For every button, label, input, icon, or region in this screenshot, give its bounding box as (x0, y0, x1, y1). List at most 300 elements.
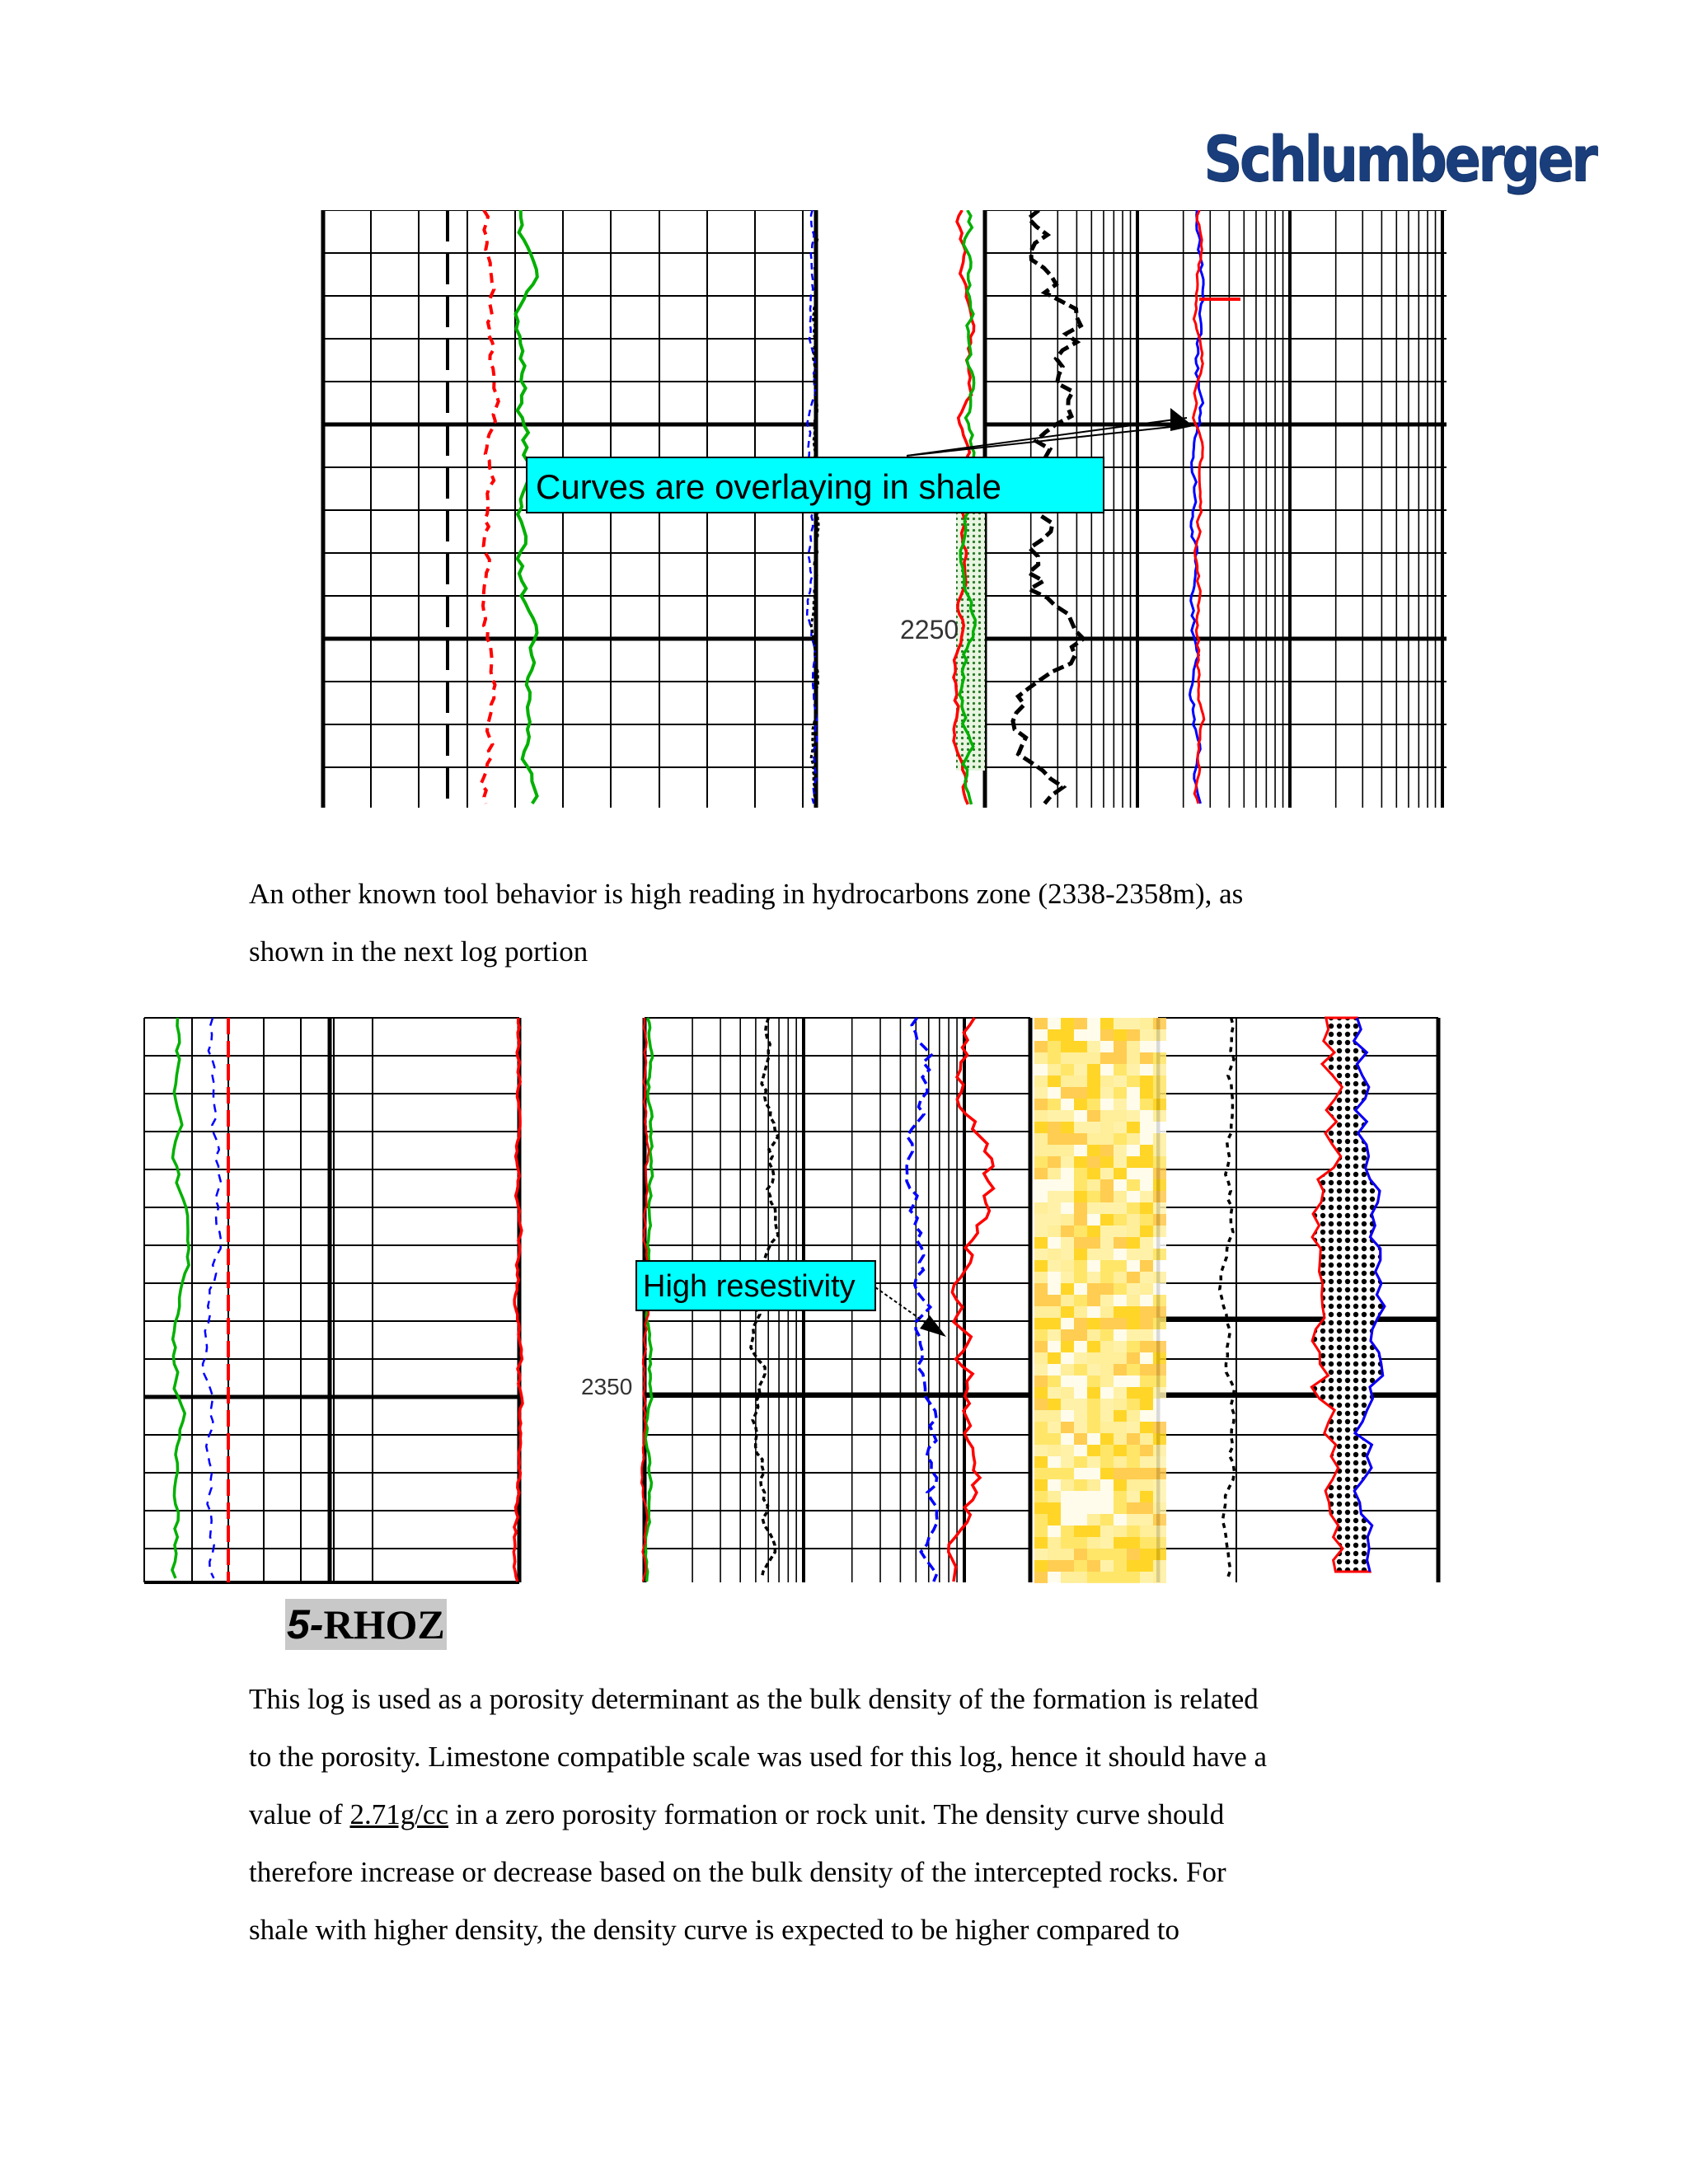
image-pixel (1074, 1376, 1087, 1387)
image-pixel (1034, 1502, 1048, 1514)
image-pixel (1127, 1387, 1140, 1399)
image-pixel (1087, 1179, 1100, 1191)
image-pixel (1127, 1191, 1140, 1202)
image-pixel (1127, 1352, 1140, 1364)
paragraph2-line1: This log is used as a porosity determinant as the bulk density of the formation is related (249, 1683, 1259, 1715)
image-pixel (1074, 1456, 1087, 1468)
image-pixel (1087, 1156, 1100, 1168)
image-pixel (1034, 1133, 1048, 1145)
image-pixel (1114, 1433, 1127, 1445)
image-pixel (1100, 1076, 1114, 1087)
image-pixel (1034, 1560, 1048, 1572)
image-pixel (1034, 1179, 1048, 1191)
image-pixel (1061, 1018, 1074, 1029)
image-pixel (1034, 1168, 1048, 1179)
image-pixel (1127, 1122, 1140, 1133)
image-pixel (1034, 1514, 1048, 1526)
image-pixel (1048, 1295, 1061, 1306)
image-pixel (1087, 1087, 1100, 1099)
image-pixel (1074, 1537, 1087, 1549)
image-pixel (1140, 1260, 1153, 1272)
image-pixel (1114, 1445, 1127, 1456)
image-pixel (1048, 1572, 1061, 1583)
image-pixel (1140, 1099, 1153, 1110)
image-pixel (1061, 1110, 1074, 1122)
image-pixel (1100, 1537, 1114, 1549)
image-pixel (1153, 1306, 1166, 1318)
image-pixel (1127, 1306, 1140, 1318)
image-pixel (1048, 1260, 1061, 1272)
image-pixel (1074, 1087, 1087, 1099)
image-pixel (1061, 1099, 1074, 1110)
image-pixel (1074, 1491, 1087, 1502)
image-pixel (1087, 1410, 1100, 1422)
image-pixel (1100, 1191, 1114, 1202)
image-pixel (1114, 1364, 1127, 1376)
image-pixel (1048, 1376, 1061, 1387)
image-pixel (1127, 1249, 1140, 1260)
image-pixel (1100, 1479, 1114, 1491)
image-pixel (1100, 1456, 1114, 1468)
image-pixel (1140, 1041, 1153, 1052)
image-pixel (1087, 1468, 1100, 1479)
image-pixel (1127, 1145, 1140, 1156)
image-pixel (1074, 1526, 1087, 1537)
image-pixel (1100, 1168, 1114, 1179)
image-pixel (1127, 1237, 1140, 1249)
image-pixel (1100, 1526, 1114, 1537)
image-pixel (1100, 1445, 1114, 1456)
image-pixel (1127, 1029, 1140, 1041)
image-pixel (1034, 1433, 1048, 1445)
image-pixel (1087, 1018, 1100, 1029)
image-pixel (1114, 1076, 1127, 1087)
image-pixel (1100, 1433, 1114, 1445)
image-pixel (1100, 1122, 1114, 1133)
image-pixel (1074, 1249, 1087, 1260)
image-pixel (1087, 1145, 1100, 1156)
image-pixel (1034, 1052, 1048, 1064)
image-pixel (1127, 1272, 1140, 1283)
image-pixel (1034, 1260, 1048, 1272)
image-pixel (1100, 1514, 1114, 1526)
image-pixel (1074, 1399, 1087, 1410)
image-pixel (1034, 1156, 1048, 1168)
image-pixel (1061, 1502, 1074, 1514)
image-pixel (1074, 1306, 1087, 1318)
image-pixel (1153, 1099, 1166, 1110)
image-pixel (1100, 1491, 1114, 1502)
image-pixel (1140, 1387, 1153, 1399)
image-pixel (1061, 1422, 1074, 1433)
image-pixel (1074, 1329, 1087, 1341)
image-pixel (1153, 1376, 1166, 1387)
image-pixel (1153, 1526, 1166, 1537)
image-pixel (1048, 1283, 1061, 1295)
image-pixel (1153, 1352, 1166, 1364)
image-pixel (1048, 1145, 1061, 1156)
image-pixel (1153, 1283, 1166, 1295)
image-pixel (1127, 1399, 1140, 1410)
image-pixel (1127, 1226, 1140, 1237)
image-pixel (1153, 1364, 1166, 1376)
image-pixel (1034, 1526, 1048, 1537)
image-pixel (1127, 1087, 1140, 1099)
image-pixel (1061, 1133, 1074, 1145)
image-pixel (1114, 1456, 1127, 1468)
image-pixel (1100, 1572, 1114, 1583)
image-pixel (1074, 1352, 1087, 1364)
image-pixel (1114, 1099, 1127, 1110)
image-pixel (1153, 1041, 1166, 1052)
image-pixel (1034, 1399, 1048, 1410)
image-pixel (1153, 1341, 1166, 1352)
image-pixel (1048, 1445, 1061, 1456)
image-pixel (1087, 1041, 1100, 1052)
image-pixel (1127, 1076, 1140, 1087)
image-pixel (1153, 1168, 1166, 1179)
image-pixel (1114, 1352, 1127, 1364)
image-pixel (1087, 1076, 1100, 1087)
image-pixel (1087, 1272, 1100, 1283)
image-pixel (1140, 1376, 1153, 1387)
image-pixel (1048, 1329, 1061, 1341)
image-pixel (1140, 1526, 1153, 1537)
image-pixel (1061, 1456, 1074, 1468)
image-pixel (1061, 1341, 1074, 1352)
image-pixel (1087, 1283, 1100, 1295)
image-pixel (1140, 1237, 1153, 1249)
image-pixel (1061, 1191, 1074, 1202)
image-pixel (1048, 1168, 1061, 1179)
image-pixel (1153, 1260, 1166, 1272)
image-pixel (1114, 1214, 1127, 1226)
image-pixel (1034, 1456, 1048, 1468)
resistivity-callout (636, 1261, 946, 1337)
image-pixel (1153, 1410, 1166, 1422)
image-pixel (1087, 1399, 1100, 1410)
image-pixel (1140, 1122, 1153, 1133)
image-pixel (1074, 1410, 1087, 1422)
image-pixel (1061, 1179, 1074, 1191)
image-pixel (1114, 1064, 1127, 1076)
paragraph2-line3-post: in a zero porosity formation or rock unit. The density curve should (448, 1798, 1225, 1830)
image-pixel (1127, 1329, 1140, 1341)
image-pixel (1074, 1076, 1087, 1087)
image-pixel (1114, 1237, 1127, 1249)
image-pixel (1127, 1283, 1140, 1295)
image-pixel (1114, 1249, 1127, 1260)
image-pixel (1153, 1560, 1166, 1572)
image-pixel (1087, 1318, 1100, 1329)
image-pixel (1153, 1076, 1166, 1087)
image-pixel (1034, 1249, 1048, 1260)
image-pixel (1087, 1295, 1100, 1306)
image-pixel (1114, 1179, 1127, 1191)
image-pixel (1074, 1295, 1087, 1306)
image-pixel (1153, 1479, 1166, 1491)
image-pixel (1087, 1168, 1100, 1179)
image-pixel (1074, 1387, 1087, 1399)
image-pixel (1127, 1376, 1140, 1387)
image-pixel (1087, 1133, 1100, 1145)
image-pixel (1061, 1052, 1074, 1064)
image-pixel (1100, 1064, 1114, 1076)
image-pixel (1114, 1537, 1127, 1549)
image-pixel (1153, 1029, 1166, 1041)
image-pixel (1074, 1433, 1087, 1445)
image-pixel (1048, 1064, 1061, 1076)
image-pixel (1034, 1029, 1048, 1041)
image-pixel (1114, 1341, 1127, 1352)
image-pixel (1114, 1191, 1127, 1202)
image-pixel (1100, 1029, 1114, 1041)
image-pixel (1048, 1479, 1061, 1491)
image-pixel (1034, 1410, 1048, 1422)
image-pixel (1114, 1087, 1127, 1099)
image-pixel (1153, 1087, 1166, 1099)
image-pixel (1074, 1260, 1087, 1272)
image-pixel (1048, 1352, 1061, 1364)
image-pixel (1048, 1514, 1061, 1526)
image-pixel (1153, 1468, 1166, 1479)
image-pixel (1114, 1018, 1127, 1029)
image-pixel (1061, 1491, 1074, 1502)
image-pixel (1114, 1387, 1127, 1399)
image-pixel (1114, 1422, 1127, 1433)
log-figure-2 (140, 1014, 1442, 1591)
image-pixel (1048, 1549, 1061, 1560)
image-pixel (1074, 1018, 1087, 1029)
gamma-ray-curve-2 (172, 1018, 189, 1578)
image-pixel (1061, 1029, 1074, 1041)
curves-callout-text: Curves are overlaying in shale (536, 467, 1001, 506)
image-pixel (1100, 1352, 1114, 1364)
image-pixel (1048, 1099, 1061, 1110)
image-pixel (1153, 1191, 1166, 1202)
image-pixel (1061, 1249, 1074, 1260)
caliper-curve-2 (1220, 1018, 1235, 1578)
image-pixel (1127, 1052, 1140, 1064)
image-pixel (1127, 1526, 1140, 1537)
image-pixel (1100, 1145, 1114, 1156)
image-pixel (1100, 1318, 1114, 1329)
image-pixel (1048, 1410, 1061, 1422)
image-pixel (1061, 1526, 1074, 1537)
image-pixel (1140, 1214, 1153, 1226)
image-pixel (1127, 1110, 1140, 1122)
image-pixel (1061, 1399, 1074, 1410)
image-pixel (1034, 1295, 1048, 1306)
paragraph1-line2: shown in the next log portion (249, 935, 588, 968)
image-pixel (1061, 1156, 1074, 1168)
image-pixel (1087, 1202, 1100, 1214)
image-pixel (1100, 1133, 1114, 1145)
image-pixel (1127, 1422, 1140, 1433)
image-pixel (1127, 1433, 1140, 1445)
image-pixel (1100, 1156, 1114, 1168)
image-pixel (1048, 1502, 1061, 1514)
log-figure-1 (313, 210, 1451, 808)
image-pixel (1140, 1352, 1153, 1364)
image-pixel (1061, 1145, 1074, 1156)
image-pixel (1074, 1560, 1087, 1572)
image-pixel (1074, 1272, 1087, 1283)
image-pixel (1048, 1156, 1061, 1168)
image-pixel (1153, 1145, 1166, 1156)
image-pixel (1074, 1479, 1087, 1491)
image-pixel (1074, 1099, 1087, 1110)
image-pixel (1153, 1295, 1166, 1306)
image-pixel (1140, 1341, 1153, 1352)
image-pixel (1087, 1029, 1100, 1041)
image-pixel (1074, 1237, 1087, 1249)
image-pixel (1087, 1491, 1100, 1502)
image-pixel (1140, 1456, 1153, 1468)
image-pixel (1153, 1179, 1166, 1191)
image-pixel (1127, 1295, 1140, 1306)
image-pixel (1061, 1283, 1074, 1295)
image-pixel (1140, 1064, 1153, 1076)
image-pixel (1061, 1549, 1074, 1560)
image-pixel (1087, 1064, 1100, 1076)
density-neutron-crossover (1311, 1018, 1385, 1572)
image-pixel (1061, 1376, 1074, 1387)
image-pixel (1074, 1502, 1087, 1514)
image-pixel (1061, 1387, 1074, 1399)
image-pixel (1153, 1202, 1166, 1214)
image-pixel (1114, 1318, 1127, 1329)
image-pixel (1048, 1526, 1061, 1537)
image-pixel (1048, 1560, 1061, 1572)
image-pixel (1048, 1341, 1061, 1352)
image-pixel (1048, 1179, 1061, 1191)
image-pixel (1034, 1202, 1048, 1214)
image-pixel (1114, 1260, 1127, 1272)
image-pixel (1048, 1456, 1061, 1468)
image-pixel (1127, 1018, 1140, 1029)
image-pixel (1100, 1560, 1114, 1572)
image-pixel (1048, 1018, 1061, 1029)
image-pixel (1100, 1399, 1114, 1410)
image-pixel (1074, 1283, 1087, 1295)
image-pixel (1140, 1249, 1153, 1260)
image-pixel (1114, 1479, 1127, 1491)
image-pixel (1114, 1549, 1127, 1560)
image-pixel (1061, 1087, 1074, 1099)
image-pixel (1127, 1572, 1140, 1583)
image-pixel (1153, 1064, 1166, 1076)
image-pixel (1087, 1479, 1100, 1491)
image-pixel (1034, 1237, 1048, 1249)
image-pixel (1140, 1399, 1153, 1410)
image-pixel (1153, 1226, 1166, 1237)
image-pixel (1127, 1179, 1140, 1191)
image-pixel (1140, 1560, 1153, 1572)
image-pixel (1087, 1526, 1100, 1537)
arrow-head-icon-2 (920, 1315, 946, 1337)
image-pixel (1153, 1399, 1166, 1410)
image-pixel (1153, 1156, 1166, 1168)
image-pixel (1100, 1179, 1114, 1191)
image-pixel (1048, 1433, 1061, 1445)
image-pixel (1153, 1422, 1166, 1433)
image-pixel (1100, 1110, 1114, 1122)
image-pixel (1140, 1422, 1153, 1433)
image-pixel (1153, 1133, 1166, 1145)
image-pixel (1140, 1537, 1153, 1549)
image-pixel (1153, 1433, 1166, 1445)
image-pixel (1140, 1502, 1153, 1514)
image-pixel (1087, 1352, 1100, 1364)
image-pixel (1034, 1099, 1048, 1110)
image-pixel (1048, 1226, 1061, 1237)
image-pixel (1087, 1387, 1100, 1399)
image-pixel (1127, 1491, 1140, 1502)
image-pixel (1061, 1410, 1074, 1422)
image-pixel (1074, 1202, 1087, 1214)
image-pixel (1153, 1514, 1166, 1526)
image-pixel (1048, 1318, 1061, 1329)
image-pixel (1114, 1145, 1127, 1156)
image-pixel (1087, 1226, 1100, 1237)
image-pixel (1140, 1156, 1153, 1168)
resistivity-callout-text: High resestivity (643, 1269, 856, 1304)
image-pixel (1087, 1537, 1100, 1549)
image-pixel (1114, 1202, 1127, 1214)
image-pixel (1140, 1052, 1153, 1064)
image-pixel (1061, 1041, 1074, 1052)
image-pixel (1100, 1306, 1114, 1318)
image-pixel (1100, 1018, 1114, 1029)
image-pixel (1140, 1445, 1153, 1456)
image-pixel (1061, 1295, 1074, 1306)
image-pixel (1153, 1491, 1166, 1502)
image-pixel (1153, 1018, 1166, 1029)
image-pixel (1087, 1099, 1100, 1110)
image-pixel (1074, 1191, 1087, 1202)
image-pixel (1048, 1306, 1061, 1318)
image-pixel (1140, 1179, 1153, 1191)
image-pixel (1034, 1422, 1048, 1433)
image-pixel (1074, 1514, 1087, 1526)
image-pixel (1127, 1260, 1140, 1272)
image-pixel (1114, 1168, 1127, 1179)
neutron-curve-2 (203, 1018, 221, 1578)
image-pixel (1034, 1145, 1048, 1156)
image-pixel (1048, 1468, 1061, 1479)
image-pixel (1140, 1087, 1153, 1099)
image-pixel (1140, 1468, 1153, 1479)
image-pixel (1114, 1410, 1127, 1422)
image-pixel (1087, 1306, 1100, 1318)
image-pixel (1087, 1445, 1100, 1456)
image-pixel (1114, 1514, 1127, 1526)
image-pixel (1127, 1341, 1140, 1352)
image-pixel (1100, 1052, 1114, 1064)
image-pixel (1127, 1133, 1140, 1145)
image-pixel (1048, 1214, 1061, 1226)
paragraph1-line1: An other known tool behavior is high reading in hydrocarbons zone (2338-2358m), as (249, 878, 1244, 910)
image-pixel (1140, 1572, 1153, 1583)
image-pixel (1048, 1122, 1061, 1133)
image-pixel (1127, 1410, 1140, 1422)
image-pixel (1074, 1445, 1087, 1456)
image-pixel (1153, 1329, 1166, 1341)
image-pixel (1061, 1364, 1074, 1376)
image-pixel (1034, 1226, 1048, 1237)
image-pixel (1127, 1214, 1140, 1226)
